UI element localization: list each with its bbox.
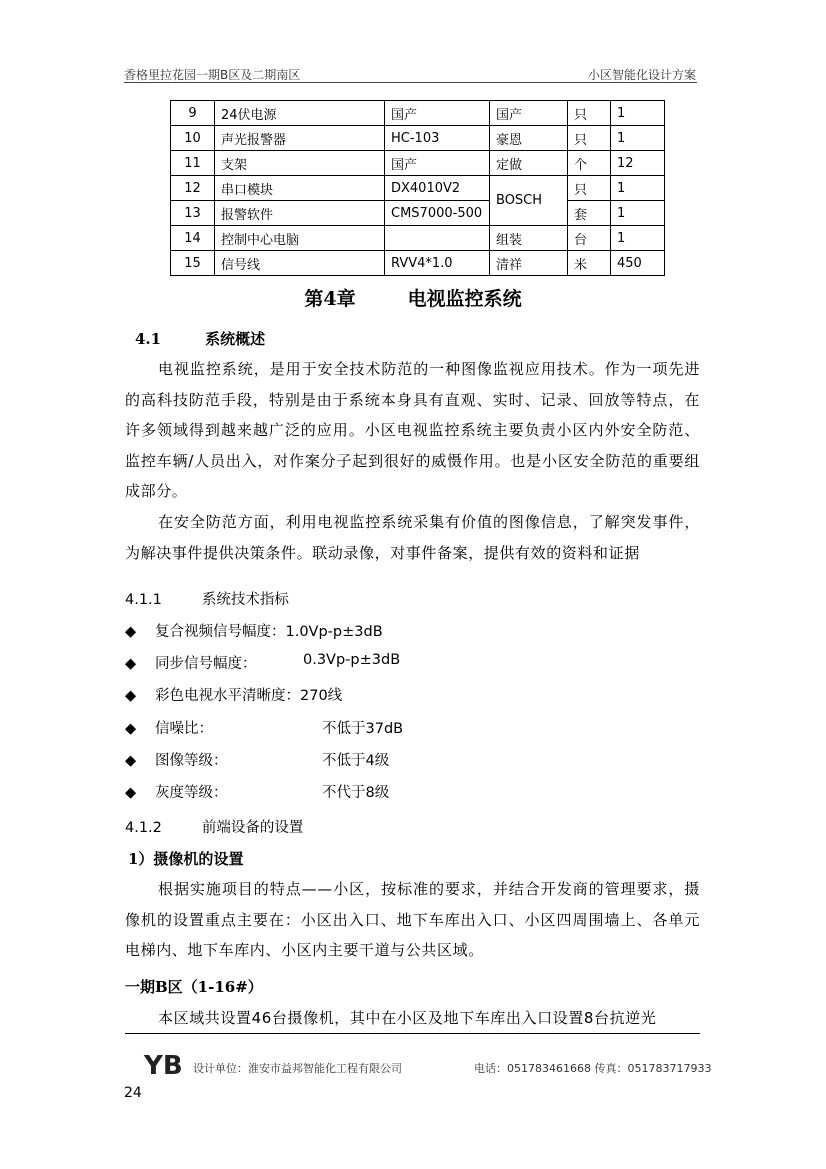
table-cell: 只: [568, 101, 611, 126]
table-cell: DX4010V2: [385, 176, 490, 201]
paragraph-4: 本区域共设置46台摄像机，其中在小区及地下车库出入口设置8台抗逆光: [158, 1009, 657, 1027]
table-cell: 清祥: [490, 251, 568, 276]
table-cell: 12: [611, 151, 665, 176]
table-cell: 9: [171, 101, 215, 126]
table-cell: 1: [611, 226, 665, 251]
subsection-title: 前端设备的设置: [201, 820, 304, 836]
table-cell: 1: [611, 126, 665, 151]
spec-item: [125, 749, 390, 770]
bullet-icon: ◆: [125, 785, 137, 801]
table-cell: 12: [171, 176, 215, 201]
table-cell: 串口模块: [215, 176, 385, 201]
table-cell: 只: [568, 126, 611, 151]
table-cell: 组装: [490, 226, 568, 251]
table-cell: BOSCH: [490, 176, 568, 226]
table-cell: 14: [171, 226, 215, 251]
chapter-title: 电视监控系统: [407, 288, 522, 310]
header-left: 香格里拉花园一期B区及二期南区: [124, 68, 301, 82]
table-cell: RVV4*1.0: [385, 251, 490, 276]
spec-label: 图像等级：: [155, 752, 228, 769]
section-4-1: [135, 328, 265, 349]
table-cell: HC-103: [385, 126, 490, 151]
table-cell: 声光报警器: [215, 126, 385, 151]
subsection-number: 4.1.1: [125, 592, 162, 608]
table-cell: 13: [171, 201, 215, 226]
paragraph-3: 根据实施项目的特点——小区，按标准的要求，并结合开发商的管理要求，摄像机的设置重点主要在：小区出入口、地下车库出入口、小区四周围墙上、各单元电梯内、地下车库内、小区内主要干道与公共区域。: [125, 880, 700, 960]
subsection-4-1-1: [125, 588, 289, 609]
area-heading: 一期B区（1-16#）: [125, 978, 263, 996]
table-cell: 只: [568, 176, 611, 201]
bullet-icon: ◆: [125, 656, 137, 673]
company-logo: [124, 1050, 194, 1082]
table-cell: CMS7000-500: [385, 201, 490, 226]
table-cell: 24伏电源: [215, 101, 385, 126]
bullet-icon: ◆: [125, 752, 137, 769]
equipment-table: [170, 100, 665, 276]
camera-setup-paragraph: [125, 874, 700, 966]
table-cell: 11: [171, 151, 215, 176]
table-row: [171, 126, 665, 151]
table-row: [171, 151, 665, 176]
table-cell: 10: [171, 126, 215, 151]
spec-label: 彩色电视水平清晰度：270线: [155, 688, 343, 705]
spec-label: 信噪比：: [155, 720, 213, 737]
subsection-number: 4.1.2: [125, 820, 162, 836]
table-cell: 个: [568, 151, 611, 176]
spec-item: [125, 781, 390, 802]
table-row: [171, 201, 665, 226]
table-cell: 1: [611, 201, 665, 226]
table-cell: 15: [171, 251, 215, 276]
table-cell: 报警软件: [215, 201, 385, 226]
table-row: [171, 251, 665, 276]
table-row: [171, 226, 665, 251]
table-cell: 豪恩: [490, 126, 568, 151]
bullet-icon: ◆: [125, 624, 137, 640]
table-cell: 信号线: [215, 251, 385, 276]
spec-value: 0.3Vp-p±3dB: [303, 652, 401, 669]
table-cell: 1: [611, 101, 665, 126]
spec-value: 不低于37dB: [322, 720, 404, 737]
table-row: [171, 101, 665, 126]
footer-contact: 电话：051783461668 传真：051783717933: [474, 1062, 712, 1075]
section-number: 4.1: [135, 330, 162, 348]
table-cell: 450: [611, 251, 665, 276]
chapter-number: 第4章: [304, 288, 356, 310]
spec-item: [125, 620, 383, 641]
section-title: 系统概述: [205, 330, 266, 348]
footer-unit: 设计单位：淮安市益邦智能化工程有限公司: [193, 1062, 402, 1075]
table-cell: 国产: [385, 101, 490, 126]
table-cell: 1: [611, 176, 665, 201]
logo-text: YB: [144, 1051, 183, 1078]
paragraph-1: 电视监控系统，是用于安全技术防范的一种图像监视应用技术。作为一项先进的高科技防范手段，特别是由于系统本身具有直观、实时、记录、回放等特点，在许多领域得到越来越广泛的应用。小区电视监控系统主要负责小区内外安全防范、监控车辆/人员出入，对作案分子起到很好的威慑作用。也是小区安全防范的重要组成部分。: [125, 360, 700, 501]
table-cell: [385, 226, 490, 251]
bullet-icon: ◆: [125, 688, 137, 705]
header-rule: [124, 82, 697, 83]
overview-paragraph: [125, 354, 700, 568]
page-number: 24: [124, 1085, 142, 1101]
spec-item: [125, 684, 342, 705]
paragraph-2: 在安全防范方面，利用电视监控系统采集有价值的图像信息，了解突发事件，为解决事件提供决策条件。联动录像，对事件备案，提供有效的资料和证据: [125, 512, 700, 562]
spec-label: 同步信号幅度：: [155, 656, 257, 673]
table-cell: 台: [568, 226, 611, 251]
area-paragraph: [125, 1003, 700, 1034]
subsection-4-1-2: [125, 816, 303, 837]
table-cell: 定做: [490, 151, 568, 176]
spec-value: 不低于4级: [322, 752, 390, 769]
table-row: [171, 176, 665, 201]
table-cell: 控制中心电脑: [215, 226, 385, 251]
spec-item: [125, 652, 401, 673]
chapter-heading: [0, 284, 826, 311]
table-cell: 支架: [215, 151, 385, 176]
bullet-icon: ◆: [125, 720, 137, 737]
table-cell: 国产: [490, 101, 568, 126]
table-cell: 国产: [385, 151, 490, 176]
spec-item: [125, 717, 404, 738]
spec-label: 灰度等级：: [155, 785, 228, 801]
table-cell: 套: [568, 201, 611, 226]
spec-value: 不代于8级: [322, 785, 390, 801]
table-cell: 米: [568, 251, 611, 276]
spec-label: 复合视频信号幅度：1.0Vp-p±3dB: [155, 624, 383, 640]
header-right: 小区智能化设计方案: [587, 68, 696, 82]
subsection-title: 系统技术指标: [201, 592, 289, 608]
camera-setup-heading: 1）摄像机的设置: [128, 850, 244, 868]
